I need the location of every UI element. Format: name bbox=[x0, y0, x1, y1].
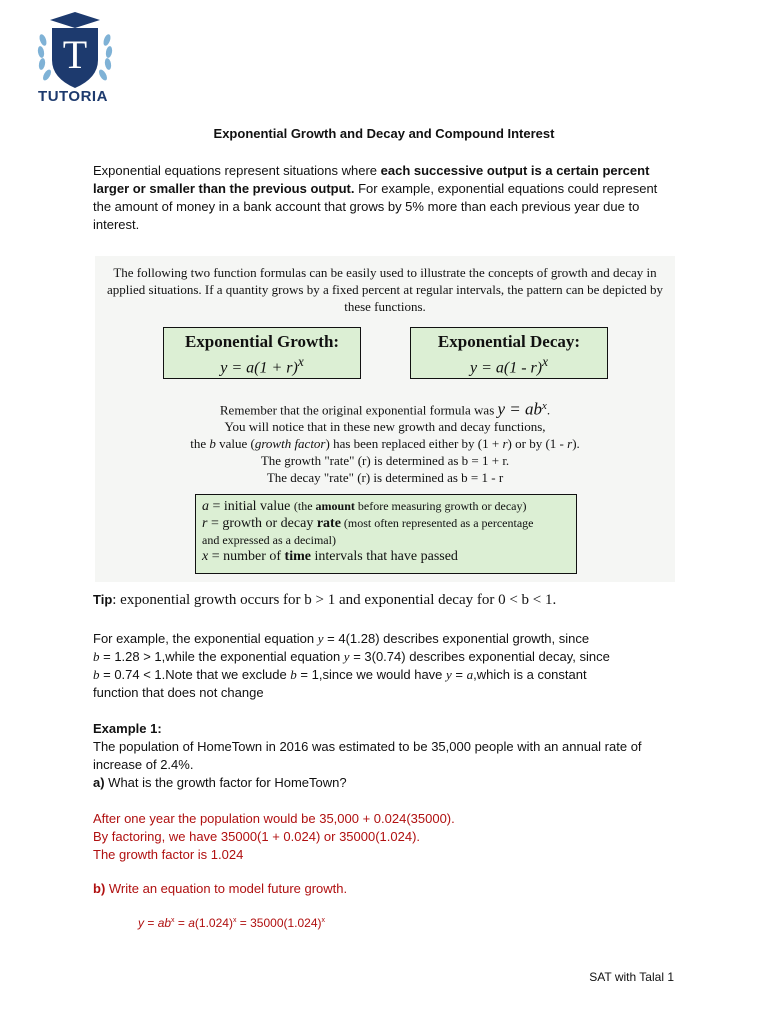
page-title: Exponential Growth and Decay and Compound Interest bbox=[213, 126, 555, 141]
def-x: x = number of time intervals that have passed bbox=[202, 549, 458, 564]
page-footer: SAT with Talal 1 bbox=[589, 970, 674, 984]
example-paragraph bbox=[93, 630, 673, 702]
scan-intro-text: The following two function formulas can be easily used to illustrate the concepts of growth and decay in applied situations. If a quantity grows by a fixed percent at regular intervals, the pattern can be depicted by these functions. bbox=[107, 265, 663, 314]
intro-paragraph bbox=[93, 162, 673, 234]
scanned-excerpt bbox=[95, 256, 675, 582]
decay-title: Exponential Decay: bbox=[437, 332, 581, 351]
remember-line-5: The decay "rate" (r) is determined as b = 1 - r bbox=[266, 470, 504, 486]
growth-formula: $y = a(1 + r)^x$ bbox=[220, 354, 304, 377]
question-b-text: Write an equation to model future growth. bbox=[105, 881, 348, 896]
answer-a-line-1: After one year the population would be 35,000 + 0.024(35000). bbox=[93, 811, 455, 826]
question-b bbox=[93, 880, 673, 898]
def-r: r = growth or decay rate (most often represented as a percentage bbox=[202, 516, 534, 531]
remember-line-1: Remember that the original exponential formula was $y = ab^x$. bbox=[219, 399, 551, 419]
def-a: a = initial value (the amount before measuring growth or decay) bbox=[202, 499, 527, 514]
example-1 bbox=[93, 720, 673, 792]
logo-letter: T bbox=[62, 32, 88, 77]
remember-line-3: the b value (growth factor) has been replaced either by (1 + r) or by (1 - r). bbox=[190, 436, 580, 452]
answer-a-line-3: The growth factor is 1.024 bbox=[93, 847, 244, 862]
tip-line bbox=[93, 592, 713, 609]
remember-line-2: You will notice that in these new growth and decay functions, bbox=[224, 419, 546, 435]
example-1-heading: Example 1: bbox=[93, 721, 162, 736]
growth-title: Exponential Growth: bbox=[184, 332, 340, 351]
question-b-label: b) bbox=[93, 881, 106, 896]
decay-formula-box bbox=[410, 327, 608, 379]
example-line-3: b = 0.74 < 1.Note that we exclude b = 1,since we would have y = a,which is a constant bbox=[93, 667, 587, 682]
intro-tail: For example, exponential equations could represent the amount of money in a bank account that grows by 5% more than each previous year due to interest. bbox=[93, 181, 658, 232]
growth-formula-box bbox=[163, 327, 361, 379]
example-line-4: function that does not change bbox=[93, 685, 264, 700]
intro-bold: each successive output is a certain percent larger or smaller than the previous output. bbox=[93, 163, 650, 196]
answer-a-line-2: By factoring, we have 35000(1 + 0.024) or 35000(1.024). bbox=[93, 829, 421, 844]
example-line-1: For example, the exponential equation y = 4(1.28) describes exponential growth, since bbox=[93, 631, 590, 646]
intro-lead: Exponential equations represent situations where bbox=[93, 163, 381, 178]
remember-block bbox=[95, 398, 675, 486]
definitions-box bbox=[195, 494, 577, 574]
example-1-text: The population of HomeTown in 2016 was estimated to be 35,000 people with an annual rate of increase of 2.4%. bbox=[93, 739, 642, 772]
question-a: a) What is the growth factor for HomeTown? bbox=[93, 775, 347, 790]
logo-wordmark: TUTORIA bbox=[38, 88, 108, 105]
growth-equation: $y = ab^x = a(1.024)^x = 35000(1.024)^x$ bbox=[138, 916, 326, 930]
answer-a bbox=[93, 810, 673, 864]
def-r-line2: and expressed as a decimal) bbox=[202, 533, 336, 547]
tip-label: Tip bbox=[93, 592, 113, 607]
example-line-2: b = 1.28 > 1,while the exponential equation y = 3(0.74) describes exponential decay, since bbox=[93, 649, 610, 664]
decay-formula: y = a(1 - r)$^x$ bbox=[469, 354, 549, 377]
tip-text: : exponential growth occurs for b > 1 and exponential decay for 0 < b < 1. bbox=[112, 592, 557, 608]
remember-line-4: The growth "rate" (r) is determined as b = 1 + r. bbox=[260, 453, 510, 469]
